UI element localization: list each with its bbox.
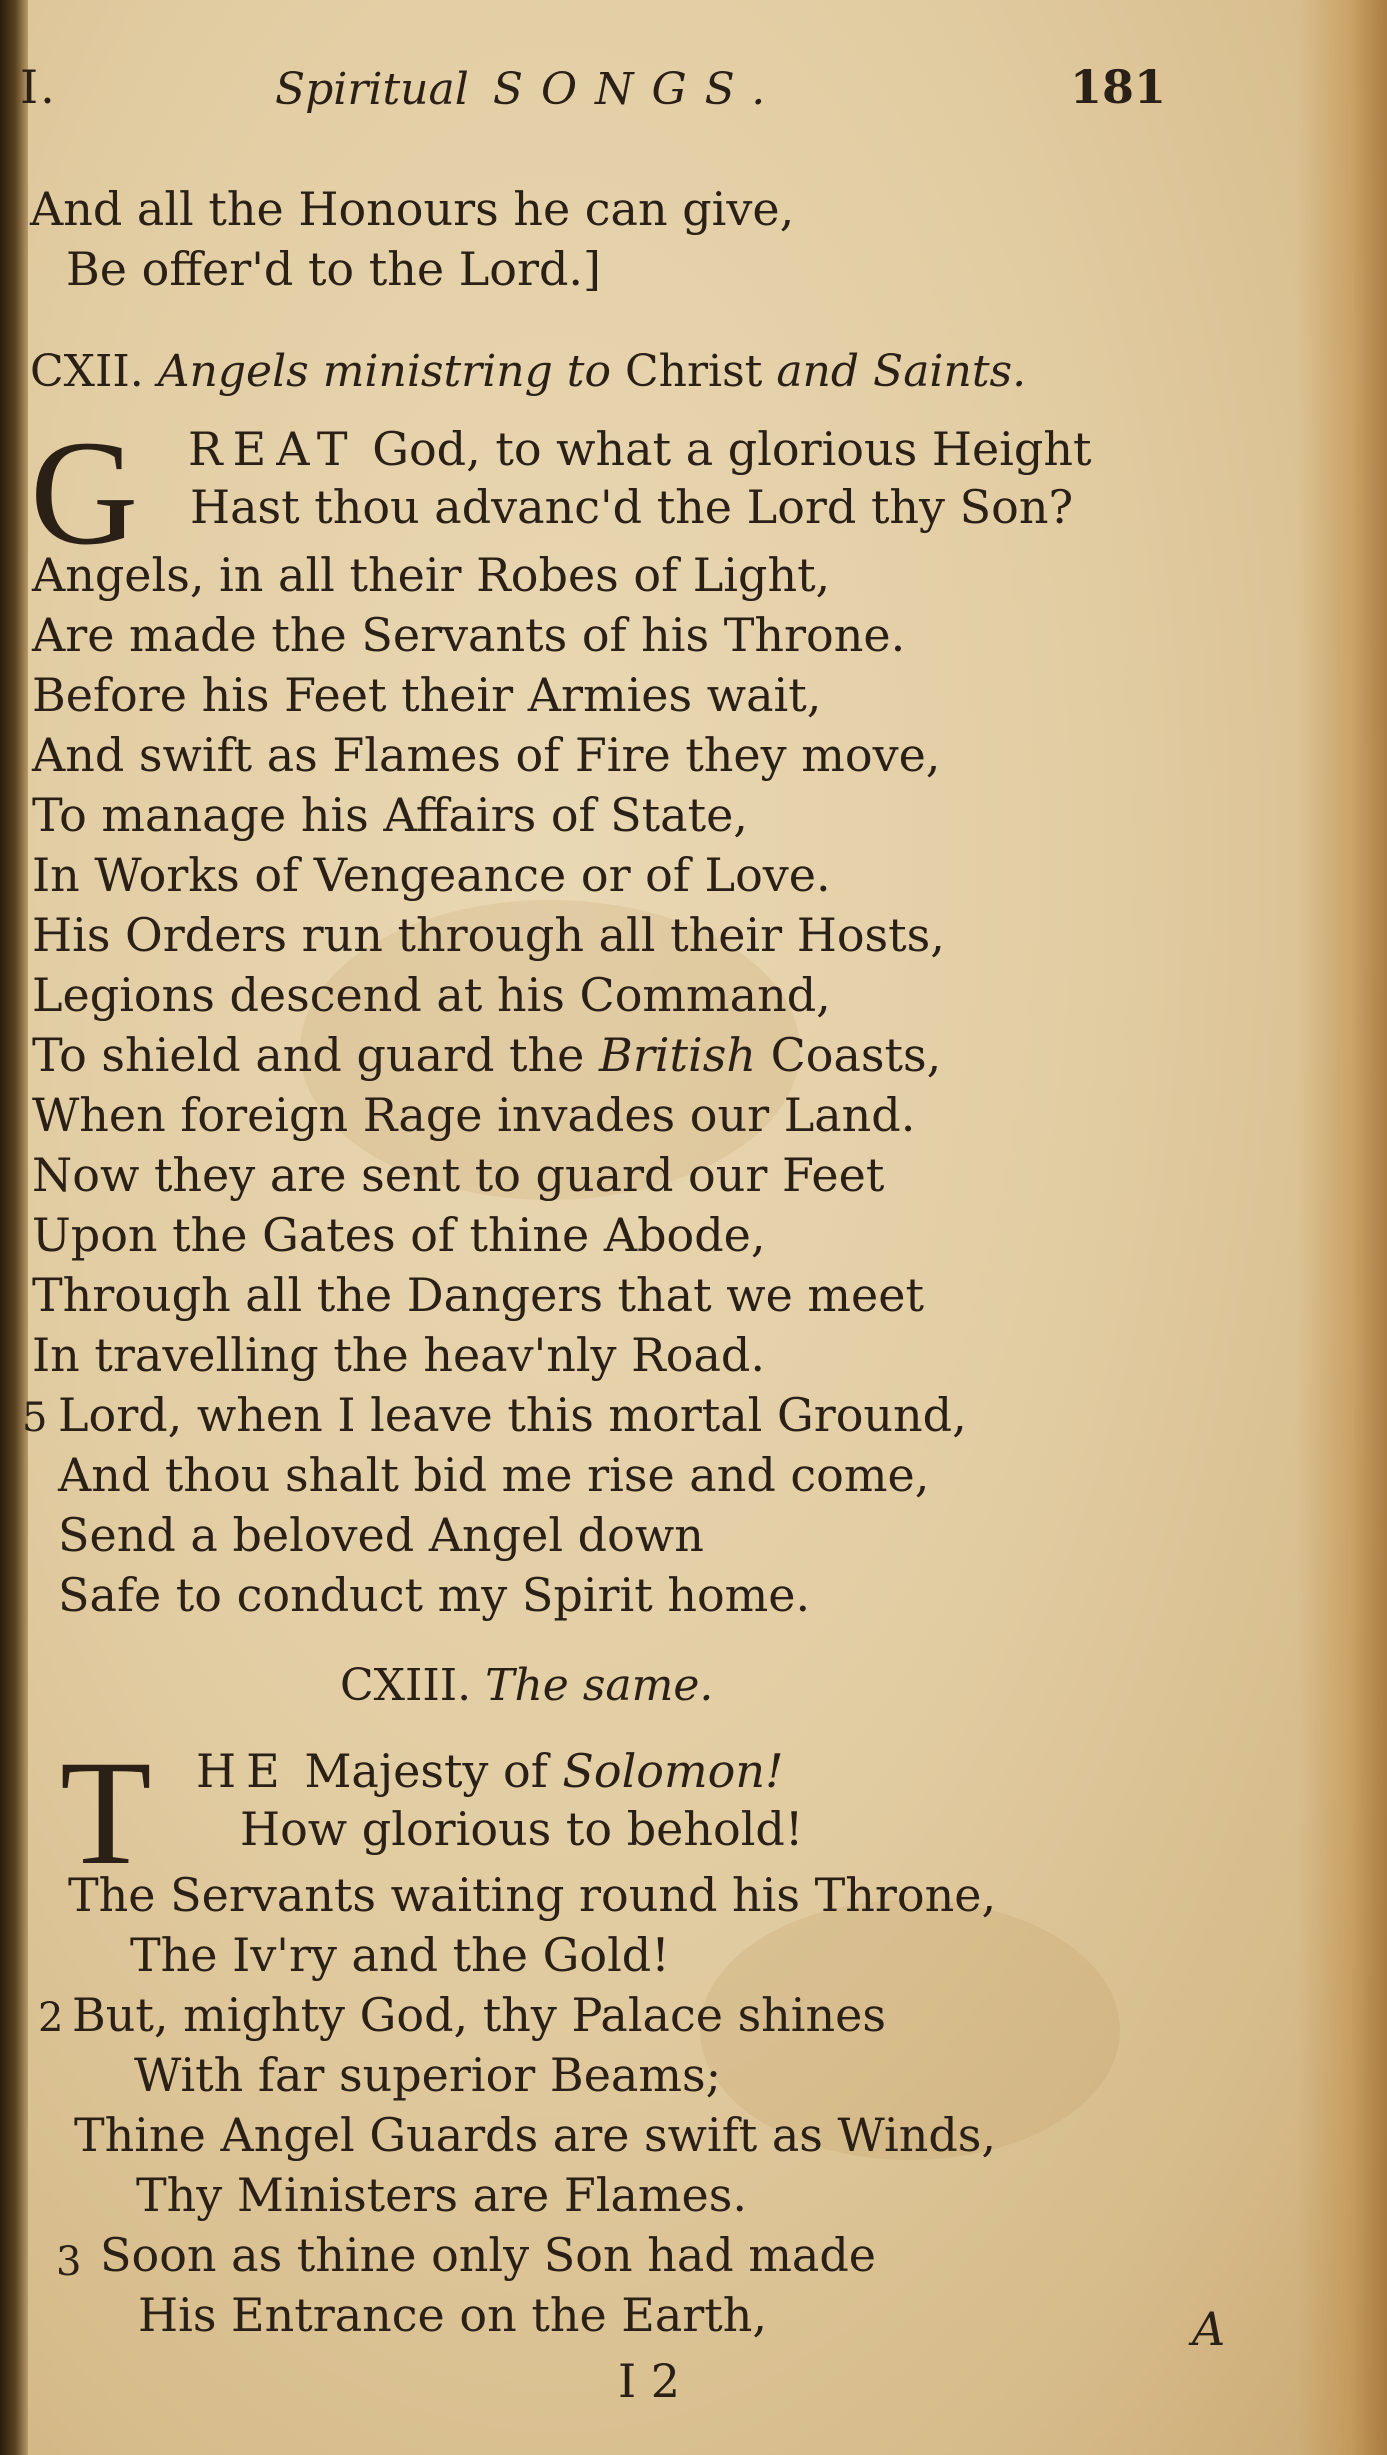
verse-line: Are made the Servants of his Throne. xyxy=(32,608,906,662)
verse-line: In travelling the heav'nly Road. xyxy=(32,1328,765,1382)
verse-text: Coasts, xyxy=(770,1028,942,1082)
catchword: A xyxy=(1192,2302,1226,2356)
hymn-number: CXII. xyxy=(30,346,144,397)
verse-line: His Orders run through all their Hosts, xyxy=(32,908,945,962)
verse-line: Angels, in all their Robes of Light, xyxy=(32,548,831,602)
verse-line xyxy=(188,422,1092,476)
verse-number: 5 xyxy=(22,1395,48,1441)
drop-capital: G xyxy=(30,410,139,576)
verse-text: God, to what a glorious Height xyxy=(372,422,1092,476)
verse-line: Hast thou advanc'd the Lord thy Son? xyxy=(190,480,1074,534)
hymn-title: The same. xyxy=(485,1660,714,1711)
hymn-number: CXIII. xyxy=(340,1660,472,1711)
verse-line: Upon the Gates of thine Abode, xyxy=(32,1208,766,1262)
hymn-title-part: Christ xyxy=(624,346,763,397)
verse-line: Be offer'd to the Lord.] xyxy=(66,242,601,296)
section-marker: I. xyxy=(20,60,57,114)
verse-line: Legions descend at his Command, xyxy=(32,968,831,1022)
running-title xyxy=(275,64,783,115)
verse-line: Soon as thine only Son had made xyxy=(100,2228,877,2282)
verse-text: To shield and guard the xyxy=(32,1028,585,1082)
first-word: REAT xyxy=(188,422,358,476)
verse-line: Safe to conduct my Spirit home. xyxy=(58,1568,811,1622)
verse-line: And swift as Flames of Fire they move, xyxy=(32,728,941,782)
verse-number: 2 xyxy=(38,1995,64,2041)
verse-line: The Iv'ry and the Gold! xyxy=(130,1928,670,1982)
verse-line: And all the Honours he can give, xyxy=(30,182,795,236)
verse-line xyxy=(32,1028,942,1082)
verse-line: Through all the Dangers that we meet xyxy=(32,1268,924,1322)
verse-line: How glorious to behold! xyxy=(240,1802,804,1856)
verse-text-italic: British xyxy=(599,1028,756,1082)
verse-line: When foreign Rage invades our Land. xyxy=(32,1088,916,1142)
first-word: HE xyxy=(196,1744,290,1798)
running-title-caps: SONGS. xyxy=(492,64,784,115)
running-head xyxy=(0,60,1387,130)
page-edge-shading xyxy=(1297,0,1387,2455)
verse-line: Now they are sent to guard our Feet xyxy=(32,1148,885,1202)
verse-line: To manage his Affairs of State, xyxy=(32,788,748,842)
page-number: 181 xyxy=(1070,60,1167,114)
verse-line xyxy=(196,1744,784,1798)
verse-text: Majesty of xyxy=(304,1744,548,1798)
hymn-heading xyxy=(30,346,1027,397)
verse-text-italic: Solomon! xyxy=(562,1744,784,1798)
signature-mark: I 2 xyxy=(618,2354,681,2408)
verse-line: Send a beloved Angel down xyxy=(58,1508,704,1562)
hymn-title-part: and Saints. xyxy=(776,346,1027,397)
verse-number: 3 xyxy=(56,2239,82,2285)
hymn-heading xyxy=(340,1660,714,1711)
verse-line: Before his Feet their Armies wait, xyxy=(32,668,822,722)
running-title-italic: Spiritual xyxy=(275,64,469,115)
drop-capital: T xyxy=(60,1730,152,1896)
hymn-title-part: Angels ministring to xyxy=(157,346,611,397)
verse-line: Lord, when I leave this mortal Ground, xyxy=(58,1388,967,1442)
verse-line: Thine Angel Guards are swift as Winds, xyxy=(74,2108,997,2162)
verse-line: His Entrance on the Earth, xyxy=(138,2288,768,2342)
verse-line: Thy Ministers are Flames. xyxy=(136,2168,747,2222)
verse-line: And thou shalt bid me rise and come, xyxy=(58,1448,930,1502)
binding-gutter xyxy=(0,0,28,2455)
verse-line: The Servants waiting round his Throne, xyxy=(68,1868,997,1922)
verse-line: In Works of Vengeance or of Love. xyxy=(32,848,831,902)
verse-line: But, mighty God, thy Palace shines xyxy=(72,1988,886,2042)
verse-line: With far superior Beams; xyxy=(134,2048,722,2102)
